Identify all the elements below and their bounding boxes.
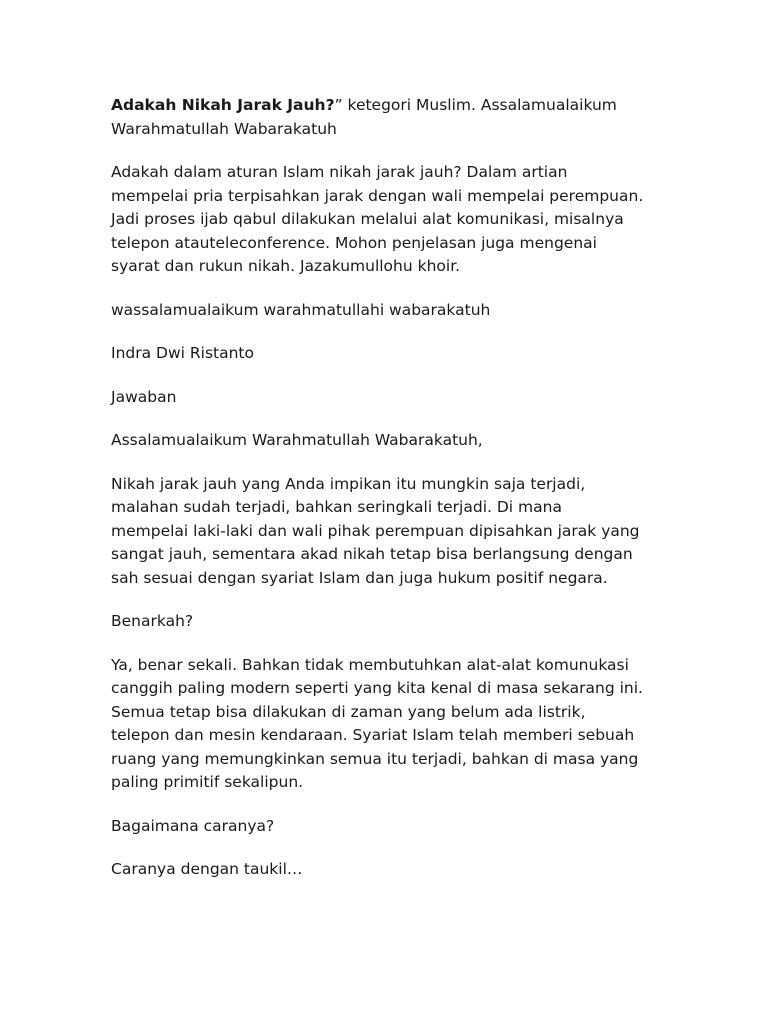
intro-paragraph: [111, 94, 671, 141]
answer-paragraph-1: Nikah jarak jauh yang Anda impikan itu mungkin saja terjadi, malahan sudah terjadi, bahkan seringkali terjadi. Di mana mempelai laki-laki dan wali pihak perempuan dipisahkan jarak yang sangat jauh, sementara akad nikah tetap bisa berlangsung dengan sah sesuai dengan syariat Islam dan juga hukum positif negara.: [111, 474, 640, 587]
answer-paragraph-2: Ya, benar sekali. Bahkan tidak membutuhkan alat-alat komunukasi canggih paling modern seperti yang kita kenal di masa sekarang ini. Semua tetap bisa dilakukan di zaman yang belum ada listrik, telepon dan mesin kendaraan. Syariat Islam telah memberi sebuah ruang yang memungkinkan semua itu terjadi, bahkan di masa yang paling primitif sekalipun.: [111, 655, 643, 791]
question-benarkah: Benarkah?: [111, 612, 194, 630]
answer-paragraph-3: Caranya dengan taukil…: [111, 860, 303, 878]
answer-greeting: Assalamualaikum Warahmatullah Wabarakatuh,: [111, 431, 483, 449]
closing-greeting: wassalamualaikum warahmatullahi wabarakatuh: [111, 300, 491, 319]
document-page: [111, 94, 671, 902]
article-title: Adakah Nikah Jarak Jauh?: [111, 96, 335, 114]
intro-text: ” ketegori Muslim. Assalamualaikum Warahmatullah Wabarakatuh: [111, 96, 617, 138]
answer-heading: Jawaban: [111, 387, 177, 406]
question-bagaimana: Bagaimana caranya?: [111, 816, 275, 835]
question-paragraph: Adakah dalam aturan Islam nikah jarak jauh? Dalam artian mempelai pria terpisahkan jarak dengan wali mempelai perempuan. Jadi proses ijab qabul dilakukan melalui alat komunikasi, misalnya telepon atauteleconference. Mohon penjelasan juga mengenai syarat dan rukun nikah. Jazakumullohu khoir.: [111, 163, 644, 275]
author-name: Indra Dwi Ristanto: [111, 344, 254, 362]
